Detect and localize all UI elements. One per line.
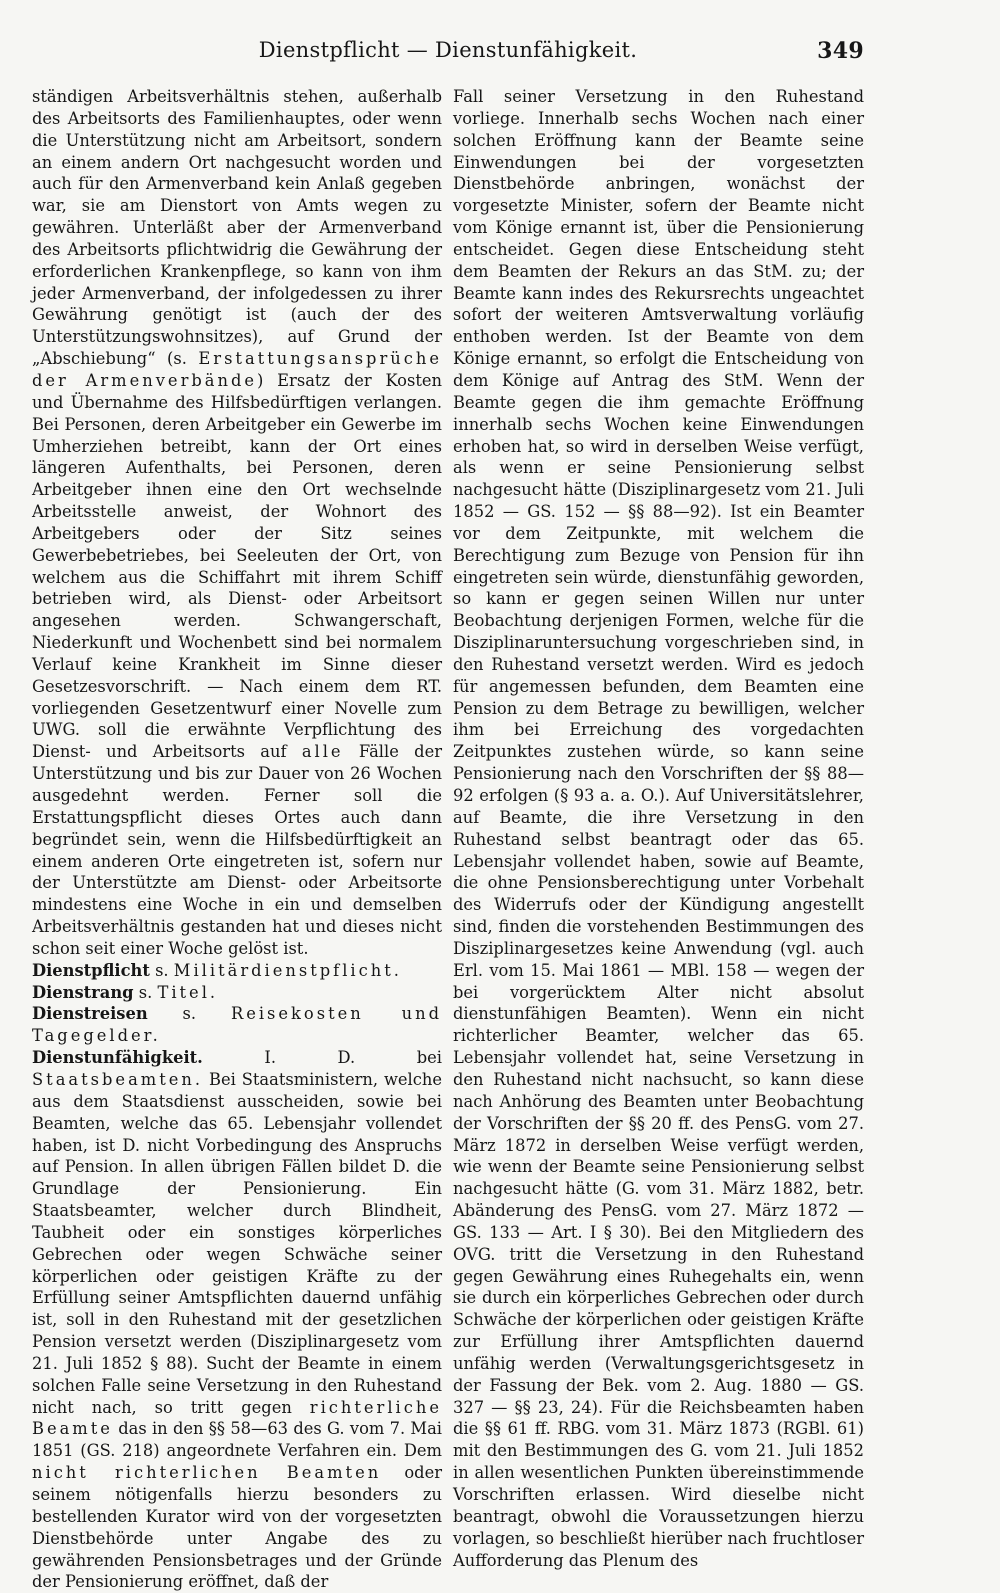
spaced-reference: Erstattungsansprüche der Armenverbände bbox=[32, 349, 442, 390]
entry-keyword: Dienstreisen bbox=[32, 1004, 148, 1024]
entry-dienstreisen bbox=[32, 1003, 442, 1047]
entry-dienstunfaehigkeit bbox=[32, 1047, 442, 1593]
text-run: oder seinem nötigenfalls hierzu besonders zu bestellenden Kurator wird von der vorgesetzten Dienstbehörde unter Angabe des zu gewährenden Pensionsbetrages und der Gründe der Pensionierung eröffnet, daß der bbox=[32, 1463, 442, 1592]
paragraph: Fall seiner Versetzung in den Ruhestand vorliege. Innerhalb sechs Wochen nach einer solchen Eröffnung kann der Beamte seine Einwendungen bei der vorgesetzten Dienstbehörde anbringen, wonächst der vorgesetzte Minister, sofern der Beamte nicht vom Könige ernannt ist, über die Pensionierung entscheidet. Gegen diese Entscheidung steht dem Beamten der Rekurs an das StM. zu; der Beamte kann indes des Rekursrechts ungeachtet sofort der weiteren Amtsverwaltung vorläufig enthoben werden. Ist der Beamte von dem Könige ernannt, so erfolgt die Entscheidung von dem Könige auf Antrag des StM. Wenn der Beamte gegen die ihm gemachte Eröffnung innerhalb sechs Wochen keine Einwendungen erhoben hat, so wird in derselben Weise verfügt, als wenn er seine Pensionierung selbst nachgesucht hätte (Disziplinargesetz vom 21. Juli 1852 — GS. 152 — §§ 88—92). Ist ein Beamter vor dem Zeitpunkte, mit welchem die Berechtigung zum Bezuge von Pension für ihn eingetreten sein würde, dienstunfähig geworden, so kann er gegen seinen Willen nur unter Beobachtung derjenigen Formen, welche für die Disziplinaruntersuchung vorgeschrieben sind, in den Ruhestand versetzt werden. Wird es jedoch für angemessen befunden, dem Beamten eine Pension zu dem Betrage zu bewilligen, welcher ihm bei Erreichung des vorgedachten Zeitpunktes zustehen würde, so kann seine Pensionierung nach den Vorschriften der §§ 88—92 erfolgen (§ 93 a. a. O.). Auf Universitätslehrer, auf Beamte, die ihre Versetzung in den Ruhestand selbst beantragt oder das 65. Lebensjahr vollendet haben, sowie auf Beamte, die ohne Pensionsberechtigung unter Vorbehalt des Widerrufs oder der Kündigung angestellt sind, finden die vorstehenden Bestimmungen des Disziplinargesetzes keine Anwendung (vgl. auch Erl. vom 15. Mai 1861 — MBl. 158 — wegen der bei vorgerücktem Alter nicht absolut dienstunfähigen Beamten). Wenn ein nicht richterlicher Beamter, welcher das 65. Lebensjahr vollendet hat, seine Versetzung in den Ruhestand nicht nachsucht, so kann diese nach Anhörung des Beamten unter Beobachtung der Vorschriften der §§ 20 ff. des PensG. vom 27. März 1872 in derselben Weise verfügt werden, wie wenn der Beamte seine Pensionierung selbst nachgesucht hätte (G. vom 31. März 1882, betr. Abänderung des PensG. vom 27. März 1872 — GS. 133 — Art. I § 30). Bei den Mitgliedern des OVG. tritt die Versetzung in den Ruhestand gegen Gewährung eines Ruhegehalts ein, wenn sie durch ein körperliches Gebrechen oder durch Schwäche der körperlichen oder geistigen Kräfte zur Erfüllung ihrer Amtspflichten dauernd unfähig werden (Verwaltungsgerichtsgesetz in der Fassung der Bek. vom 2. Aug. 1880 — GS. 327 — §§ 23, 24). Für die Reichsbeamten haben die §§ 61 ff. RBG. vom 31. März 1873 (RGBl. 61) mit den Bestimmungen des G. vom 21. Juli 1852 in allen wesentlichen Punkten übereinstimmende Vorschriften erlassen. Wird dieselbe nicht beantragt, obwohl die Voraussetzungen hierzu vorlagen, so beschließt hierüber nach fruchtloser Aufforderung das Plenum des bbox=[453, 87, 864, 1570]
text-run: I. D. bei bbox=[264, 1048, 442, 1068]
text-run: Bei Staatsministern, welche aus dem Staatsdienst ausscheiden, sowie bei Beamten, welche das 65. Lebensjahr vollendet haben, ist D. nicht Vorbedingung des Anspruchs auf Pension. In allen übrigen Fällen bildet D. die Grundlage der Pensionierung. Ein Staatsbeamter, welcher durch Blindheit, Taubheit oder ein sonstiges körperliches Gebrechen oder wegen Schwäche seiner körperlichen oder geistigen Kräfte zu der Erfüllung seiner Amtspflichten dauernd unfähig ist, soll in den Ruhestand mit der gesetzlichen Pension versetzt werden (Disziplinargesetz vom 21. Juli 1852 § 88). Sucht der Beamte in einem solchen Falle seine Versetzung in den Ruhestand nicht nach, so tritt gegen bbox=[32, 1069, 442, 1417]
entry-dienstrang bbox=[32, 982, 442, 1004]
cross-reference: Militärdienstpflicht. bbox=[173, 960, 402, 980]
running-title: Dienstpflicht — Dienstunfähigkeit. bbox=[258, 38, 638, 62]
entry-keyword: Dienstunfähigkeit. bbox=[32, 1048, 203, 1068]
entry-dienstpflicht bbox=[32, 960, 442, 982]
text-run: s. bbox=[138, 982, 153, 1002]
cross-reference: Titel. bbox=[157, 982, 219, 1002]
entry-keyword: Dienstrang bbox=[32, 982, 134, 1002]
spaced-emphasis: nicht richterlichen Beamten bbox=[32, 1463, 382, 1483]
text-run: ständigen Arbeitsverhältnis stehen, außerhalb des Arbeitsorts des Familienhauptes, oder wenn die Unterstützung nicht am Arbeitsort, sondern an einem andern Ort nachgesucht worden und auch für den Armenverband kein Anlaß gegeben war, sie am Dienstort von Amts wegen zu gewähren. Unterläßt aber der Armenverband des Arbeitsorts pflichtwidrig die Gewährung der erforderlichen Krankenpflege, so kann von ihm jeder Armenverband, der infolgedessen zu ihrer Gewährung genötigt ist (auch der des Unterstützungswohnsitzes), auf Grund der „Abschiebung“ (s. bbox=[32, 87, 442, 369]
page-number: 349 bbox=[817, 38, 864, 64]
text-run: s. bbox=[155, 960, 169, 980]
spaced-emphasis: alle bbox=[301, 742, 344, 762]
paragraph bbox=[32, 86, 442, 960]
text-run: s. bbox=[182, 1004, 197, 1024]
spaced-heading: Staatsbeamten. bbox=[32, 1069, 204, 1089]
text-run: das in den §§ 58—63 des G. vom 7. Mai 1851 (GS. 218) angeordnete Verfahren ein. Dem bbox=[32, 1419, 442, 1461]
text-run: ) Ersatz der Kosten und Übernahme des Hilfsbedürftigen verlangen. Bei Personen, deren Arbeitgeber ein Gewerbe im Umherziehen betreibt, kann der Ort eines längeren Aufenthalts, bei Personen, deren Arbeitgeber ihnen eine den Ort wechselnde Arbeitsstelle anweist, der Wohnort des Arbeitgebers oder der Sitz seines Gewerbebetriebes, bei Seeleuten der Ort, von welchem aus die Schiffahrt mit ihrem Schiff betrieben wird, als Dienst- oder Arbeitsort angesehen werden. Schwangerschaft, Niederkunft und Wochenbett sind bei normalem Verlauf keine Krankheit im Sinne dieser Gesetzesvorschrift. — Nach einem dem RT. vorliegenden Gesetzentwurf einer Novelle zum UWG. soll die erwähnte Verpflichtung des Dienst- und Arbeitsorts auf bbox=[32, 370, 442, 762]
left-column bbox=[32, 86, 442, 1593]
spaced-emphasis: richterliche Beamte bbox=[32, 1397, 442, 1439]
cross-reference: Reisekosten und Tagegelder. bbox=[32, 1004, 442, 1046]
text-run: Fälle der Unterstützung und bis zur Dauer von 26 Wochen ausgedehnt werden. Ferner soll die Erstattungspflicht dieses Ortes auch dann begründet sein, wenn die Hilfsbedürftigkeit an einem anderen Orte eingetreten ist, sofern nur der Unterstützte am Dienst- oder Arbeitsorte mindestens eine Woche in ein und demselben Arbeitsverhältnis gestanden hat und dieses nicht schon seit einer Woche gelöst ist. bbox=[32, 742, 442, 958]
entry-keyword: Dienstpflicht bbox=[32, 960, 150, 980]
right-column bbox=[453, 86, 864, 1571]
